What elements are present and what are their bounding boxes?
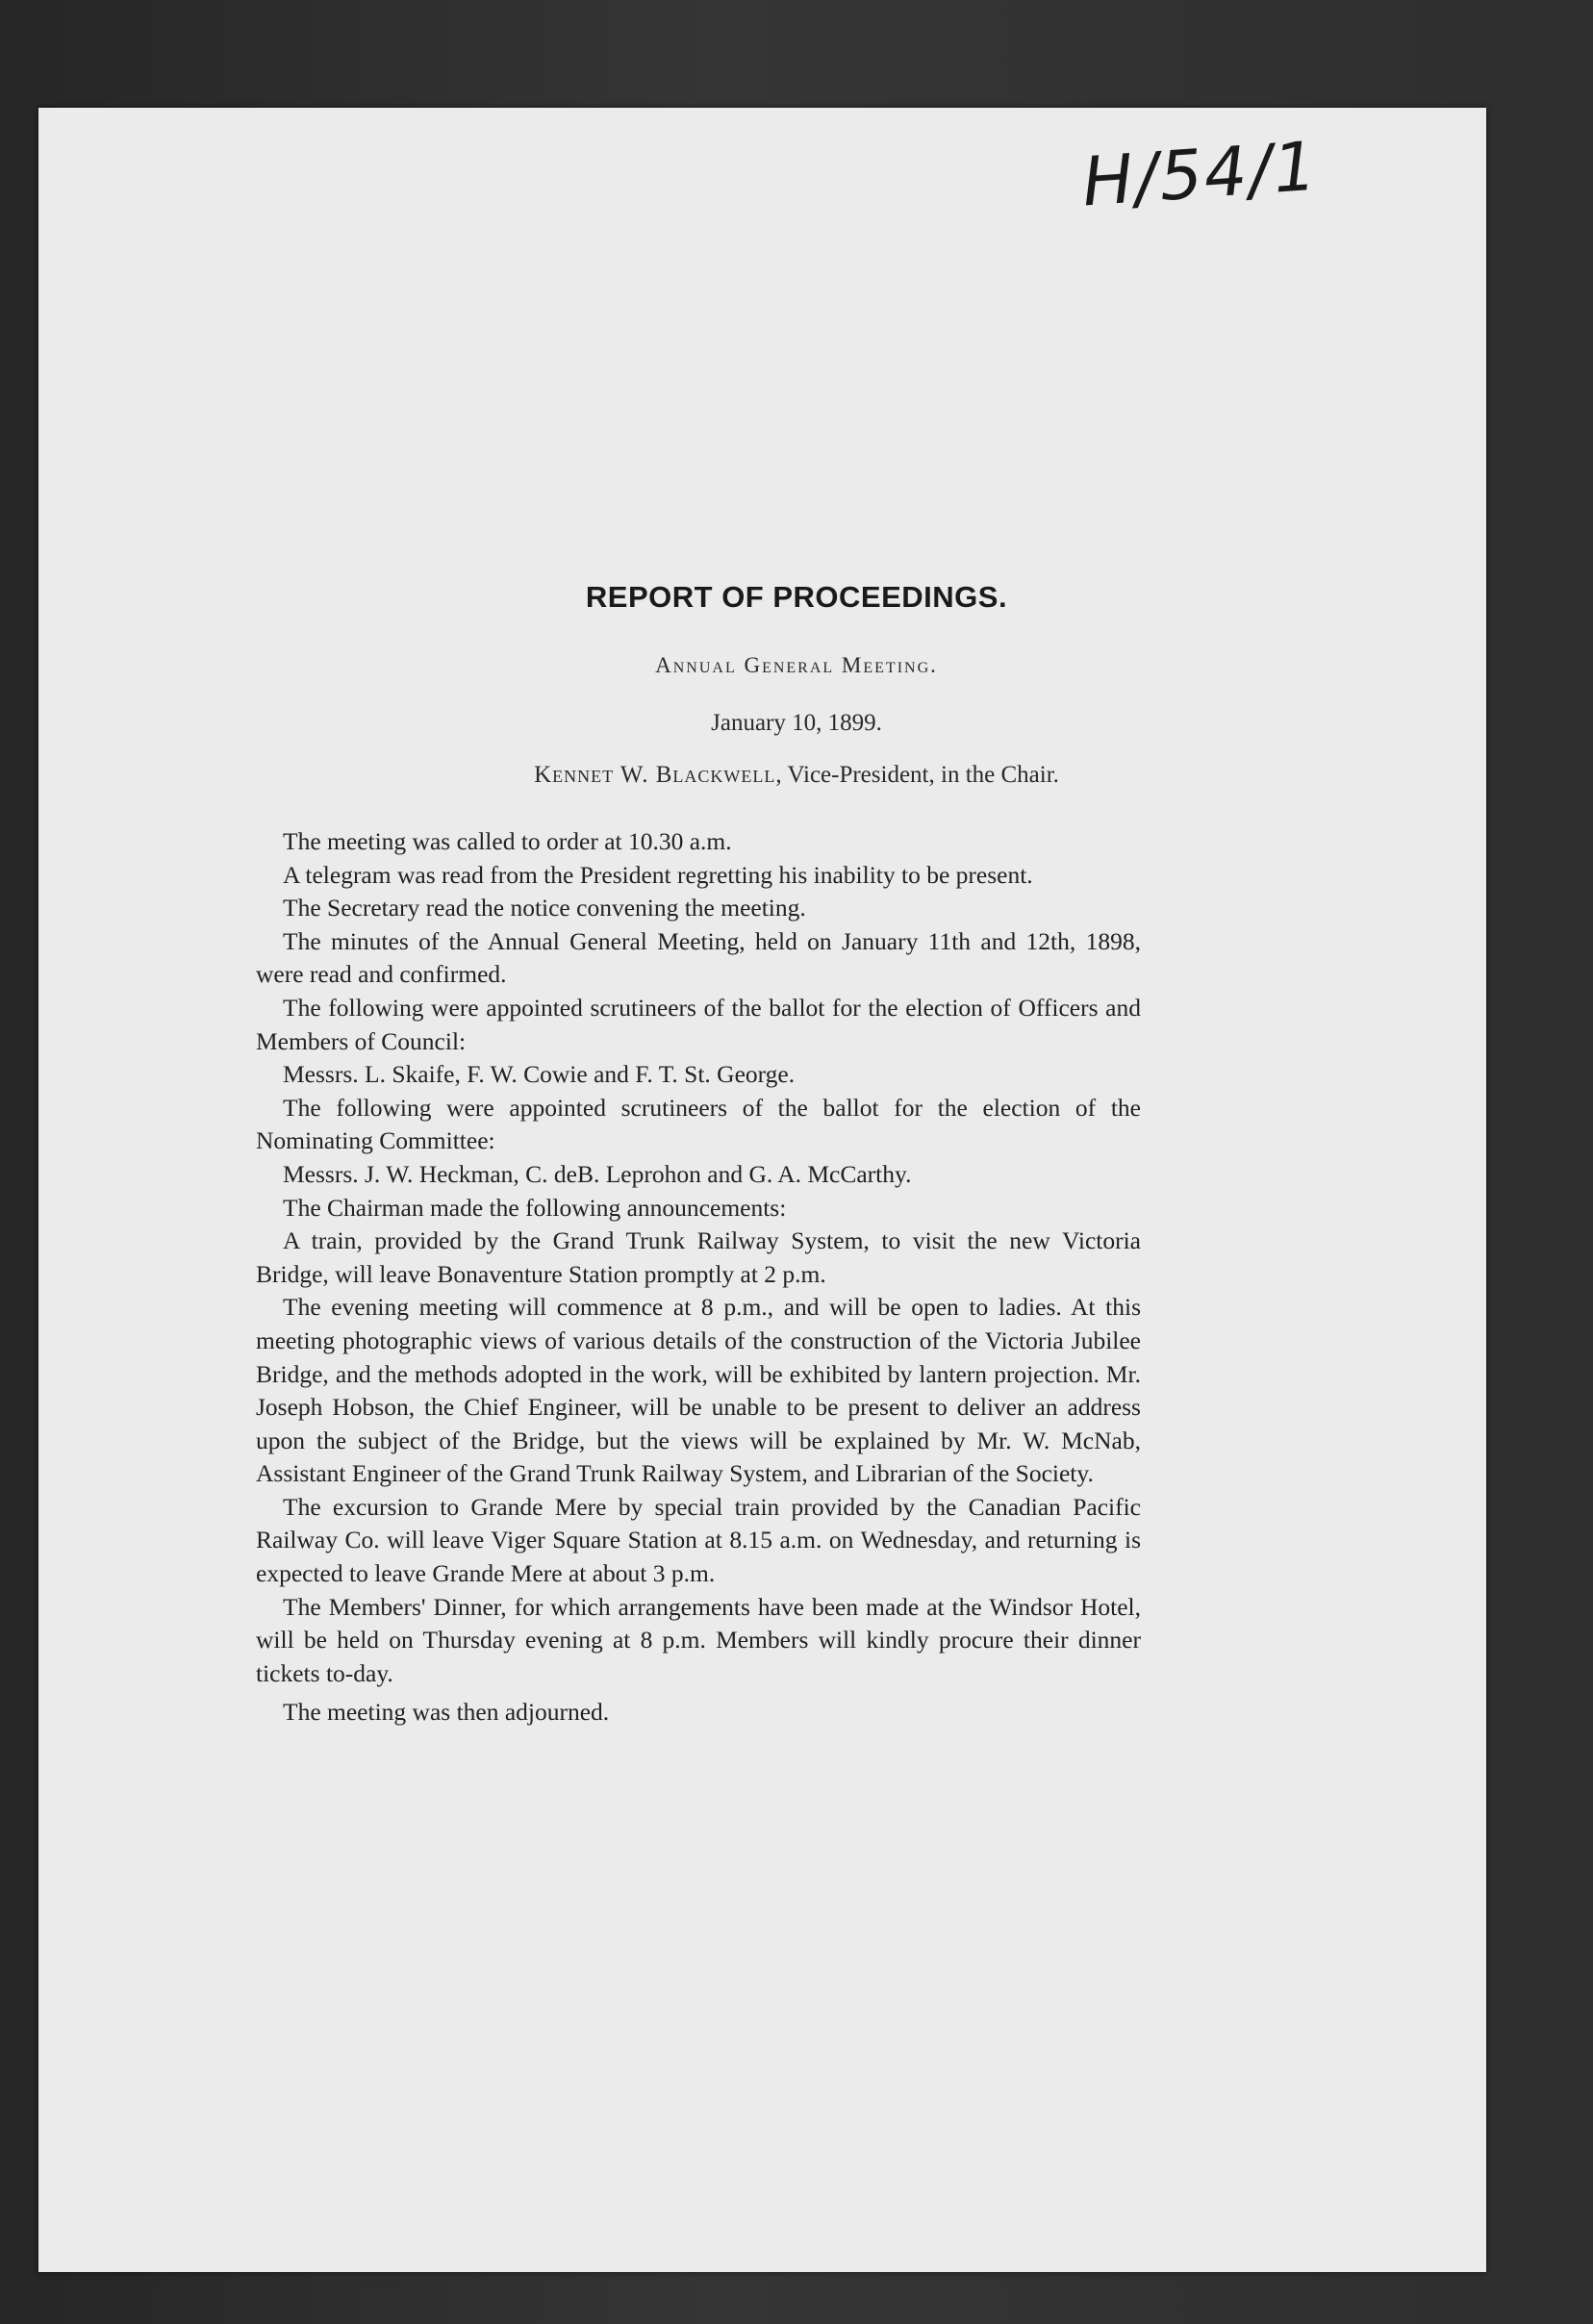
meeting-subtitle: Annual General Meeting. bbox=[655, 653, 938, 677]
paragraph: The Chairman made the following announcements: bbox=[283, 1193, 787, 1222]
chair-name: Kennet W. Blackwell bbox=[534, 762, 776, 788]
chair-role: , Vice-President, in the Chair. bbox=[775, 762, 1059, 788]
paragraph: The evening meeting will commence at 8 p.m., and will be open to ladies. At this meeting photographic views of various details of the construction of the Victoria Jubilee Bridge, and the methods adopted in the work, will be exhibited by lantern projection. Mr. Joseph Hobson, the Chief Engineer, will be unable to be present to deliver an address upon the subject of the Bridge, but the views will be explained by Mr. W. McNab, Assistant Engineer of the Grand Trunk Railway System, and Librarian of the Society. bbox=[256, 1293, 1141, 1488]
paragraph: The excursion to Grande Mere by special train provided by the Canadian Pacific Railway Co. will leave Viger Square Station at 8.15 a.m. on Wednesday, and returning is expected to leave Grande Mere at about 3 p.m. bbox=[256, 1492, 1141, 1588]
paragraph: The following were appointed scrutineers of the ballot for the election of Officers and Members of Council: bbox=[256, 993, 1141, 1055]
proceedings-body bbox=[256, 825, 1141, 1730]
paragraph: The minutes of the Annual General Meeting, held on January 11th and 12th, 1898, were read and confirmed. bbox=[256, 926, 1141, 989]
paragraph: The meeting was then adjourned. bbox=[283, 1698, 610, 1727]
paragraph: A telegram was read from the President regretting his inability to be present. bbox=[283, 860, 1033, 889]
paragraph: Messrs. L. Skaife, F. W. Cowie and F. T. St. George. bbox=[283, 1060, 796, 1089]
document-title: REPORT OF PROCEEDINGS. bbox=[585, 580, 1008, 614]
paragraph: A train, provided by the Grand Trunk Railway System, to visit the new Victoria Bridge, will leave Bonaventure Station promptly at 2 p.m. bbox=[256, 1226, 1141, 1288]
paragraph: The following were appointed scrutineers of the ballot for the election of the Nominating Committee: bbox=[256, 1093, 1141, 1155]
paragraph: The Secretary read the notice convening the meeting. bbox=[283, 894, 806, 922]
handwritten-reference: H/54/1 bbox=[1079, 126, 1321, 222]
meeting-date: January 10, 1899. bbox=[711, 710, 882, 736]
paragraph: The Members' Dinner, for which arrangements have been made at the Windsor Hotel, will be held on Thursday evening at 8 p.m. Members will kindly procure their dinner tickets to-day. bbox=[256, 1592, 1141, 1687]
paragraph: The meeting was called to order at 10.30 a.m. bbox=[283, 827, 732, 855]
chair-line bbox=[0, 762, 1593, 789]
paragraph: Messrs. J. W. Heckman, C. deB. Leprohon and G. A. McCarthy. bbox=[283, 1159, 912, 1188]
